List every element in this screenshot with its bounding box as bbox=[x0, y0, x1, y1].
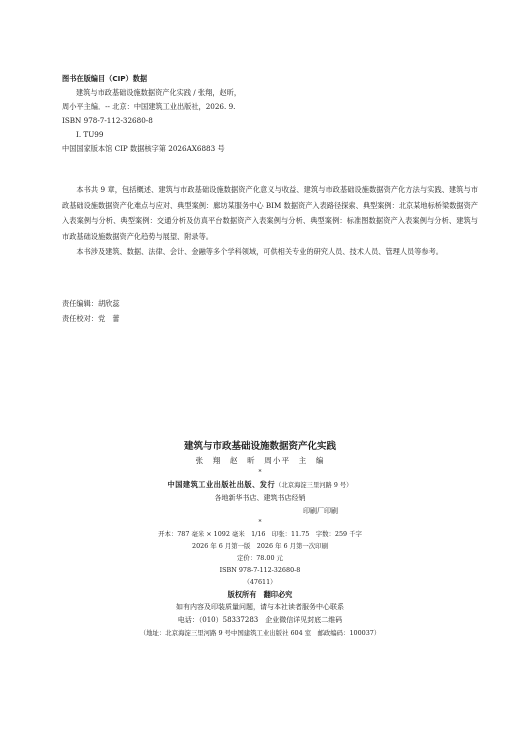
imprint-specs: 开本：787 毫米 × 1092 毫米 1/16 印张：11.75 字数：259 千字 bbox=[158, 530, 362, 538]
cip-isbn: ISBN 978-7-112-32680-8 bbox=[62, 116, 153, 125]
imprint-block bbox=[110, 440, 410, 639]
imprint-printer: 印刷厂印刷 bbox=[303, 507, 338, 515]
imprint-code: （47611） bbox=[243, 578, 277, 586]
imprint-rights: 版权所有 翻印必究 bbox=[227, 590, 293, 599]
imprint-publisher bbox=[110, 478, 410, 492]
imprint-address: （地址：北京海淀三里河路 9 号中国建筑工业出版社 604 室 邮政编码：100037） bbox=[139, 629, 381, 637]
separator-star: * bbox=[258, 469, 262, 476]
publisher-address: （北京海淀三里河路 9 号） bbox=[275, 482, 353, 489]
intro-paragraph-audience: 本书涉及建筑、数据、法律、会计、金融等多个学科领域，可供相关专业的研究人员、技术人员、管理人员等参考。 bbox=[76, 247, 443, 256]
imprint-edition: 2026 年 6 月第一版 2026 年 6 月第一次印刷 bbox=[192, 542, 328, 550]
cip-heading: 图书在版编目（CIP）数据 bbox=[62, 74, 148, 83]
cip-block bbox=[62, 72, 482, 156]
cip-title-line: 建筑与市政基础设施数据资产化实践 / 张翔，赵昕， bbox=[76, 88, 242, 97]
imprint-price: 定价：78.00 元 bbox=[237, 554, 283, 562]
cip-class-number: Ⅰ. TU99 bbox=[76, 130, 104, 139]
cip-data-number: 中国国家版本馆 CIP 数据核字第 2026AX6883 号 bbox=[62, 144, 225, 153]
imprint-authors: 张 翔 赵 昕 周小平 主 编 bbox=[195, 456, 325, 465]
publisher-name: 中国建筑工业出版社出版、发行 bbox=[167, 480, 276, 489]
separator-star-2: * bbox=[258, 519, 262, 526]
imprint-quality-notice: 如有内容及印装质量问题，请与本社读者服务中心联系 bbox=[176, 603, 344, 611]
responsible-editors bbox=[62, 296, 120, 326]
imprint-book-title: 建筑与市政基础设施数据资产化实践 bbox=[183, 441, 336, 452]
imprint-distributor: 各地新华书店、建筑书店经销 bbox=[214, 494, 306, 502]
book-introduction bbox=[62, 182, 478, 260]
imprint-phone: 电话：（010）58337283 企业微信详见封底二维码 bbox=[177, 616, 343, 624]
responsible-proofreader: 责任校对：党 蕾 bbox=[62, 314, 120, 323]
responsible-editor: 责任编辑：胡欣蕊 bbox=[62, 299, 120, 308]
intro-paragraph-contents: 本书共 9 章，包括概述、建筑与市政基础设施数据资产化意义与收益、建筑与市政基础设施数据资产化方法与实践、建筑与市政基础设施数据资产化难点与应对、典型案例：廊坊某服务中心 BIM 数据资产入表路径探索、典型案例：北京某地标桥梁数据资产入表案例与分析、典型案例：交通分析及仿真平台数据资产入表案例与分析、典型案例：标准图数据资产入表案例与分析、建筑与市政基础设施数据资产化趋势与展望、附录等。 bbox=[62, 185, 478, 241]
cip-publisher-line: 周小平主编．-- 北京：中国建筑工业出版社，2026. 9. bbox=[62, 102, 236, 111]
imprint-isbn: ISBN 978-7-112-32680-8 bbox=[219, 566, 301, 574]
